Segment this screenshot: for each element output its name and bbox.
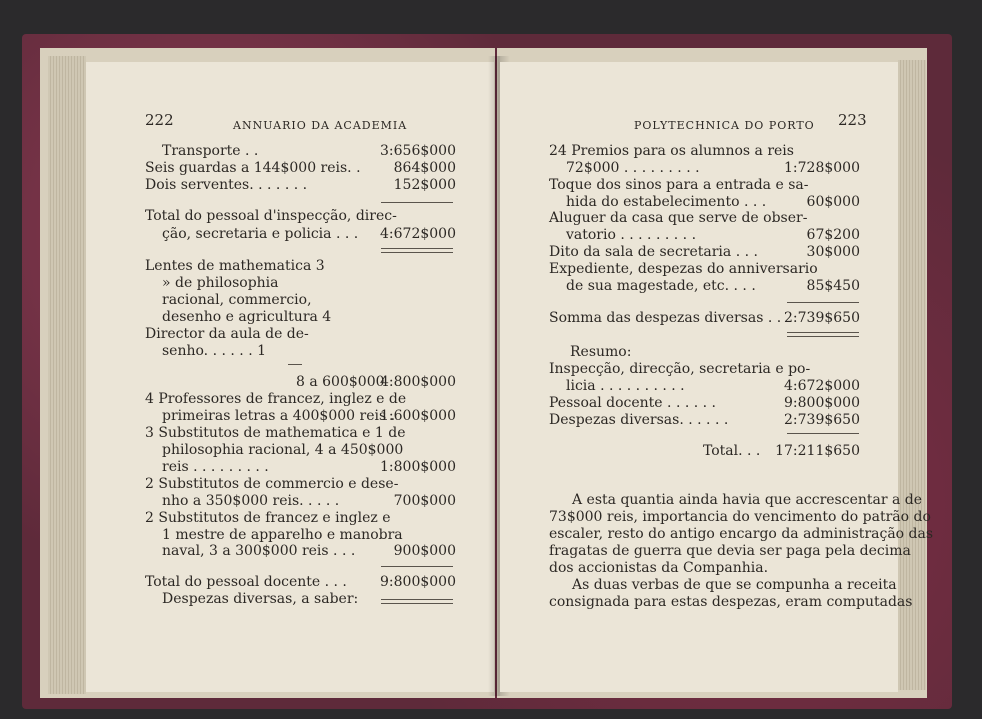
row-text: 2 Substitutos de francez e inglez e bbox=[145, 510, 391, 526]
row-text: philosophia racional, 4 a 450$000 bbox=[162, 442, 404, 458]
row-text: Toque dos sinos para a entrada e sa- bbox=[549, 177, 809, 193]
page-number: 223 bbox=[838, 111, 867, 129]
row-text: Dois serventes. . . . . . . bbox=[145, 177, 308, 193]
row-value: 67$200 bbox=[806, 227, 860, 243]
row-text: nho a 350$000 reis. . . . . bbox=[162, 493, 340, 509]
row-text: Aluguer da casa que serve de obser- bbox=[549, 210, 808, 226]
row-value: 60$000 bbox=[806, 194, 860, 210]
row-text: senho. . . . . . 1 bbox=[162, 343, 266, 359]
row-text: Director da aula de de- bbox=[145, 326, 309, 342]
paragraph-line: fragatas de guerra que devia ser paga pela decima bbox=[549, 543, 911, 559]
row-text: Despezas diversas, a saber: bbox=[162, 591, 359, 607]
row-value: 700$000 bbox=[393, 493, 456, 509]
row-value: 3:656$000 bbox=[380, 143, 456, 159]
row-value: 9:800$000 bbox=[784, 395, 860, 411]
paragraph-line: As duas verbas de que se compunha a receita bbox=[572, 577, 897, 593]
row-text: primeiras letras a 400$000 reis . bbox=[162, 408, 396, 424]
running-header: POLYTECHNICA DO PORTO bbox=[634, 119, 815, 132]
row-value: 4:672$000 bbox=[380, 226, 456, 242]
total-double-rule bbox=[381, 248, 453, 253]
row-value: 900$000 bbox=[393, 543, 456, 559]
row-text: Total do pessoal docente . . . bbox=[145, 574, 347, 590]
row-text: Inspecção, direcção, secretaria e po- bbox=[549, 361, 811, 377]
sum-rule bbox=[787, 302, 859, 303]
row-value: 1:800$000 bbox=[380, 459, 456, 475]
sum-rule bbox=[381, 202, 453, 203]
paragraph-line: A esta quantia ainda havia que accrescentar a de bbox=[572, 492, 923, 508]
row-text: Somma das despezas diversas . . bbox=[549, 310, 782, 326]
row-value: 4:800$000 bbox=[380, 374, 456, 390]
row-value: 85$450 bbox=[806, 278, 860, 294]
row-text: 1 mestre de apparelho e manobra bbox=[162, 527, 403, 543]
left-page-edges bbox=[48, 56, 86, 694]
row-text: Resumo: bbox=[570, 344, 632, 360]
page-number: 222 bbox=[145, 111, 174, 129]
row-value: 30$000 bbox=[806, 244, 860, 260]
row-text: Total do pessoal d'inspecção, direc- bbox=[145, 208, 397, 224]
running-header: ANNUARIO DA ACADEMIA bbox=[233, 119, 408, 132]
paragraph-line: dos accionistas da Companhia. bbox=[549, 560, 769, 576]
row-text: Despezas diversas. . . . . . bbox=[549, 412, 729, 428]
row-value: 4:672$000 bbox=[784, 378, 860, 394]
paragraph-line: 73$000 reis, importancia do vencimento do patrão do bbox=[549, 509, 931, 525]
sum-rule bbox=[381, 566, 453, 567]
row-text: Seis guardas a 144$000 reis. . bbox=[145, 160, 361, 176]
row-value: 2:739$650 bbox=[784, 412, 860, 428]
row-text: Dito da sala de secretaria . . . bbox=[549, 244, 758, 260]
row-value: 152$000 bbox=[393, 177, 456, 193]
row-text: Pessoal docente . . . . . . bbox=[549, 395, 716, 411]
paragraph-line: consignada para estas despezas, eram computadas bbox=[549, 594, 913, 610]
row-text: 24 Premios para os alumnos a reis bbox=[549, 143, 794, 159]
row-text: de sua magestade, etc. . . . bbox=[566, 278, 756, 294]
total-double-rule bbox=[787, 332, 859, 337]
row-value: 864$000 bbox=[393, 160, 456, 176]
row-text: naval, 3 a 300$000 reis . . . bbox=[162, 543, 356, 559]
row-text: racional, commercio, bbox=[162, 292, 312, 308]
row-text: 2 Substitutos de commercio e dese- bbox=[145, 476, 399, 492]
row-text: licia . . . . . . . . . . bbox=[566, 378, 685, 394]
row-text: hida do estabelecimento . . . bbox=[566, 194, 767, 210]
row-text: Lentes de mathematica 3 bbox=[145, 258, 325, 274]
left-page bbox=[86, 62, 494, 692]
row-text: 72$000 . . . . . . . . . bbox=[566, 160, 700, 176]
row-value: 1:600$000 bbox=[380, 408, 456, 424]
row-text: Transporte . . bbox=[162, 143, 259, 159]
row-text: » de philosophia bbox=[162, 275, 279, 291]
row-text: desenho e agricultura 4 bbox=[162, 309, 332, 325]
right-page bbox=[500, 62, 934, 692]
row-text: vatorio . . . . . . . . . bbox=[566, 227, 697, 243]
paragraph-line: escaler, resto do antigo encargo da administração das bbox=[549, 526, 934, 542]
grand-total-label: Total. . . bbox=[703, 443, 761, 459]
row-text: 4 Professores de francez, inglez e de bbox=[145, 391, 407, 407]
total-double-rule bbox=[381, 599, 453, 604]
row-text: reis . . . . . . . . . bbox=[162, 459, 269, 475]
row-text: ção, secretaria e policia . . . bbox=[162, 226, 359, 242]
row-text: 3 Substitutos de mathematica e 1 de bbox=[145, 425, 406, 441]
row-value: 1:728$000 bbox=[784, 160, 860, 176]
sum-dash bbox=[288, 364, 302, 365]
sum-rule bbox=[787, 433, 859, 434]
row-text: 8 a 600$000 bbox=[296, 374, 385, 390]
row-value: 9:800$000 bbox=[380, 574, 456, 590]
row-value: 2:739$650 bbox=[784, 310, 860, 326]
grand-total-value: 17:211$650 bbox=[775, 443, 860, 459]
row-text: Expediente, despezas do anniversario bbox=[549, 261, 818, 277]
